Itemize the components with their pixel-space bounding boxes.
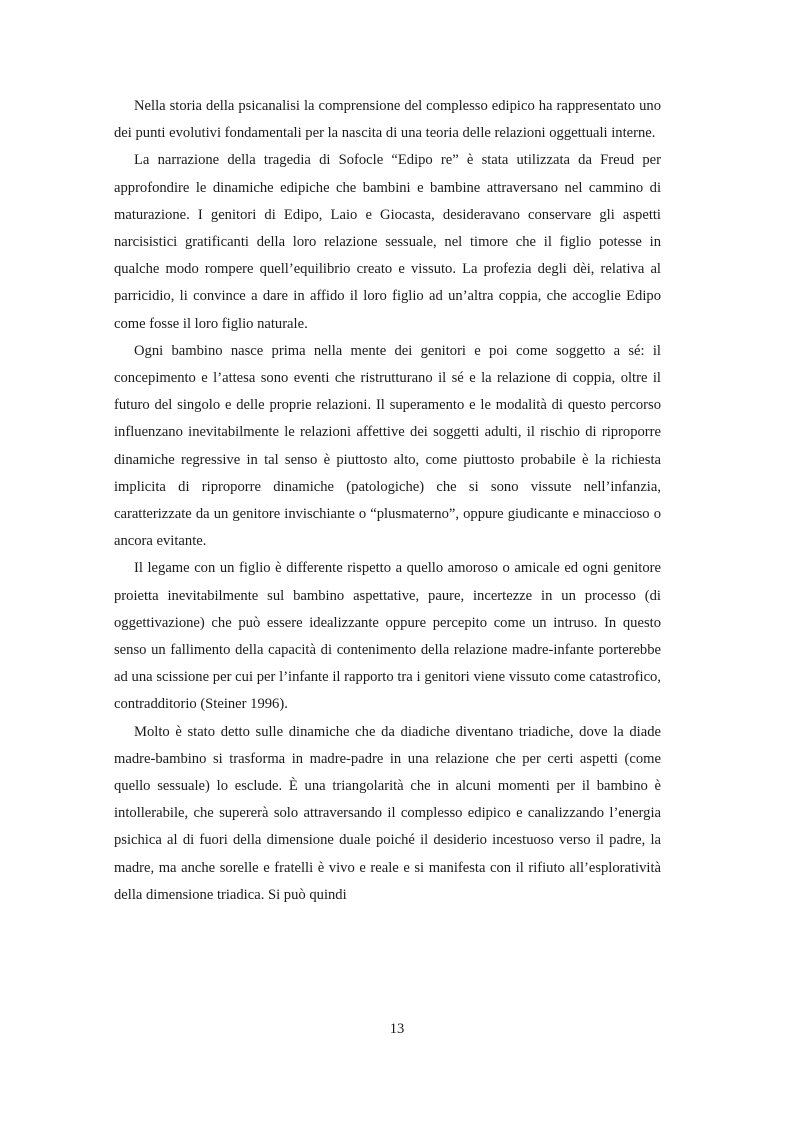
paragraph-4: Il legame con un figlio è differente rispetto a quello amoroso o amicale ed ogni genitore proietta inevitabilmente sul bambino aspettative, paure, incertezze in un processo (di oggettivazione) che può essere idealizzante oppure percepito come un intruso. In questo senso un fallimento della capacità di contenimento della relazione madre-infante porterebbe ad una scissione per cui per l’infante il rapporto tra i genitori viene vissuto come catastrofico, contradditorio (Steiner 1996). — [114, 560, 661, 713]
paragraph-3: Ogni bambino nasce prima nella mente dei genitori e poi come soggetto a sé: il concepimento e l’attesa sono eventi che ristrutturano il sé e la relazione di coppia, oltre il futuro del singolo e delle proprie relazioni. Il superamento e le modalità di questo percorso influenzano inevitabilmente le relazioni affettive dei soggetti adulti, il rischio di riproporre dinamiche regressive in tal senso è piuttosto alto, come piuttosto probabile è la richiesta implicita di riproporre dinamiche (patologiche) che si sono vissute nell’infanzia, caratterizzate da un genitore invischiante o “plusmaterno”, oppure giudicante e minaccioso o ancora evitante. — [114, 342, 661, 550]
paragraph-1: Nella storia della psicanalisi la comprensione del complesso edipico ha rappresentato uno dei punti evolutivi fondamentali per la nascita di una teoria delle relazioni oggettuali interne. — [114, 98, 661, 142]
paragraph-5: Molto è stato detto sulle dinamiche che da diadiche diventano triadiche, dove la diade madre-bambino si trasforma in madre-padre in una relazione che per certi aspetti (come quello sessuale) lo esclude. È una triangolarità che in alcuni momenti per il bambino è intollerabile, che supererà solo attraversando il complesso edipico e canalizzando l’energia psichica al di fuori della dimensione duale poiché il desiderio incestuoso verso il padre, la madre, ma anche sorelle e fratelli è vivo e reale e si manifesta con il rifiuto all’esploratività della dimensione triadica. Si può quindi — [114, 723, 661, 903]
body-text — [114, 93, 661, 909]
paragraph-2: La narrazione della tragedia di Sofocle “Edipo re” è stata utilizzata da Freud per approfondire le dinamiche edipiche che bambini e bambine attraversano nel cammino di maturazione. I genitori di Edipo, Laio e Giocasta, desideravano conservare gli aspetti narcisistici gratificanti della loro relazione sessuale, nel timore che il figlio potesse in qualche modo rompere quell’equilibrio creato e vissuto. La profezia degli dèi, relativa al parricidio, li convince a dare in affido il loro figlio ad un’altra coppia, che accoglie Edipo come fosse il loro figlio naturale. — [114, 152, 661, 332]
page-number: 13 — [389, 1021, 405, 1037]
